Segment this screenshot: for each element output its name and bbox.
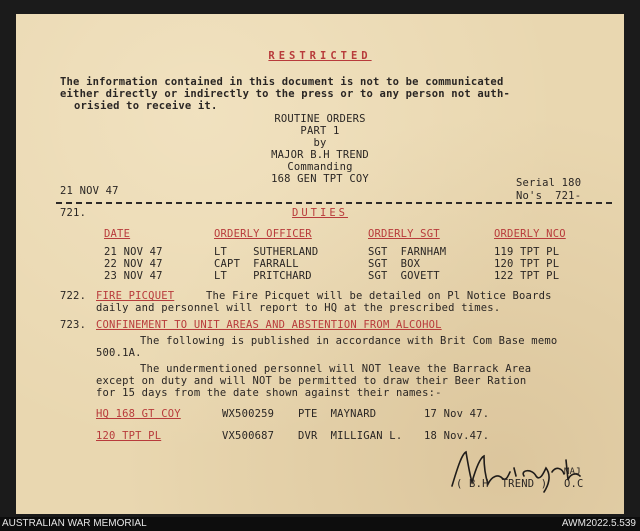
duty-row-officer: LT SUTHERLAND — [214, 246, 319, 258]
duty-row-date: 23 NOV 47 — [104, 270, 163, 282]
signature-suffix: MAJ — [564, 467, 581, 477]
confinement-para1-line1: The following is published in accordance with Brit Com Base memo — [140, 335, 558, 347]
title-unit: 168 GEN TPT COY — [271, 173, 369, 185]
separator-line — [56, 202, 612, 204]
duty-row-date: 22 NOV 47 — [104, 258, 163, 270]
personnel-number: VX500687 — [222, 430, 275, 442]
personnel-date: 18 Nov.47. — [424, 430, 490, 442]
confinement-para2-line3: for 15 days from the date shown against their names:- — [96, 387, 442, 399]
item-723-number: 723. — [60, 319, 87, 331]
personnel-unit: HQ 168 GT COY — [96, 408, 181, 420]
serial-number: Serial 180 — [516, 177, 582, 189]
title-routine-orders: ROUTINE ORDERS — [274, 113, 366, 125]
intro-line-2: either directly or indirectly to the press or to any person not auth- — [60, 88, 510, 100]
fire-picquet-line-2: daily and personnel will report to HQ at the prescribed times. — [96, 302, 501, 314]
duty-row-sgt: SGT FARNHAM — [368, 246, 447, 258]
duty-row-nco: 120 TPT PL — [494, 258, 560, 270]
confinement-para2-line2: except on duty and will NOT be permitted to draw their Beer Ration — [96, 375, 527, 387]
duty-row-nco: 122 TPT PL — [494, 270, 560, 282]
duty-row-officer: CAPT FARRALL — [214, 258, 299, 270]
duty-row-sgt: SGT GOVETT — [368, 270, 440, 282]
signature-suffix-oc: O.C — [564, 478, 584, 490]
archive-footer — [0, 517, 640, 531]
col-header-sgt: ORDERLY SGT — [368, 228, 440, 240]
duty-row-officer: LT PRITCHARD — [214, 270, 312, 282]
order-numbers: No's 721- — [516, 190, 582, 202]
confinement-heading: CONFINEMENT TO UNIT AREAS AND ABSTENTION FROM ALCOHOL — [96, 319, 442, 331]
archive-reference: AWM2022.5.539 — [561, 518, 636, 529]
col-header-nco: ORDERLY NCO — [494, 228, 566, 240]
personnel-number: WX500259 — [222, 408, 275, 420]
confinement-para1-line2: 500.1A. — [96, 347, 142, 359]
archive-name: AUSTRALIAN WAR MEMORIAL — [2, 518, 147, 529]
personnel-date: 17 Nov 47. — [424, 408, 490, 420]
fire-picquet-line-1: The Fire Picquet will be detailed on Pl Notice Boards — [206, 290, 552, 302]
title-major: MAJOR B.H TREND — [271, 149, 369, 161]
col-header-date: DATE — [104, 228, 131, 240]
confinement-para2-line1: The undermentioned personnel will NOT leave the Barrack Area — [140, 363, 532, 375]
title-by: by — [313, 137, 327, 149]
intro-line-1: The information contained in this document is not to be communicated — [60, 76, 504, 88]
item-722-number: 722. — [60, 290, 87, 302]
intro-line-3: orisied to receive it. — [74, 100, 218, 112]
duties-heading: DUTIES — [292, 207, 348, 219]
duty-row-sgt: SGT BOX — [368, 258, 421, 270]
document-page — [16, 14, 624, 514]
duty-row-nco: 119 TPT PL — [494, 246, 560, 258]
item-721-number: 721. — [60, 207, 87, 219]
fire-picquet-heading: FIRE PICQUET — [96, 290, 175, 302]
personnel-unit: 120 TPT PL — [96, 430, 162, 442]
col-header-officer: ORDERLY OFFICER — [214, 228, 312, 240]
title-part: PART 1 — [300, 125, 340, 137]
document-date: 21 NOV 47 — [60, 185, 119, 197]
signature-name: ( B.H TREND ) — [456, 478, 548, 490]
personnel-rank-name: DVR MILLIGAN L. — [298, 430, 403, 442]
restricted-heading: RESTRICTED — [268, 50, 372, 62]
duty-row-date: 21 NOV 47 — [104, 246, 163, 258]
personnel-rank-name: PTE MAYNARD — [298, 408, 377, 420]
title-commanding: Commanding — [287, 161, 353, 173]
